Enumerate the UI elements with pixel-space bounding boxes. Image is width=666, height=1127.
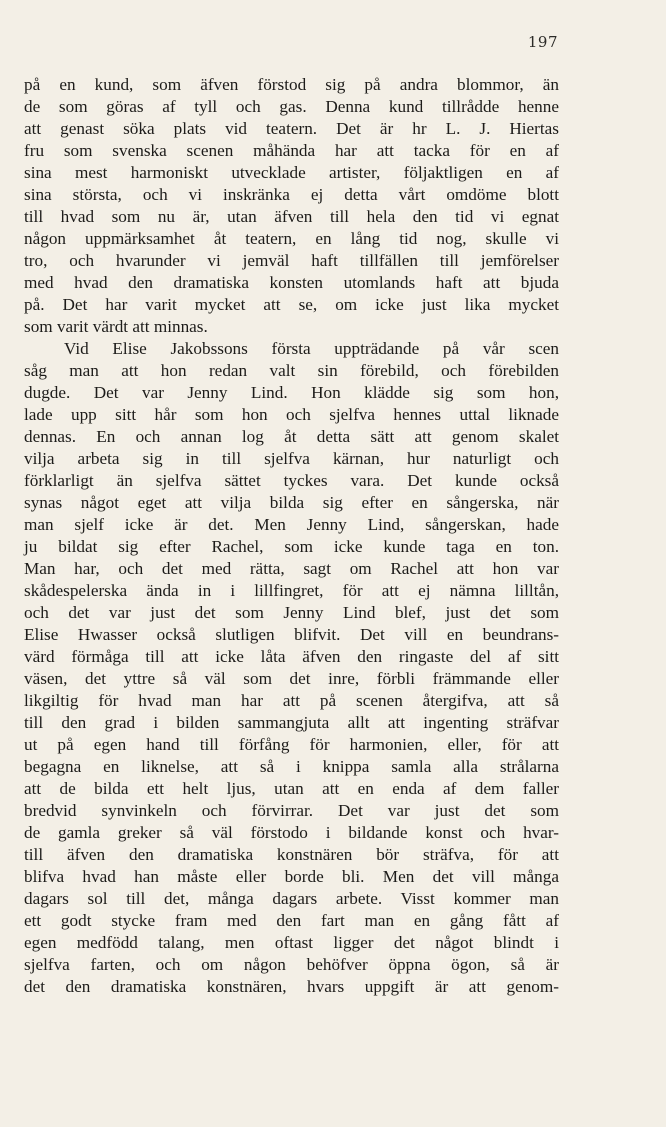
text-line: väsen, det yttre så väl som det inre, förbli främmande eller <box>24 669 559 688</box>
text-line: att genast söka plats vid teatern. Det är hr L. J. Hiertas <box>24 119 559 138</box>
text-line: man sjelf icke är det. Men Jenny Lind, sångerskan, hade <box>24 515 559 534</box>
text-line: på. Det har varit mycket att se, om icke just lika mycket <box>24 295 559 314</box>
text-line: Vid Elise Jakobssons första uppträdande på vår scen <box>64 339 559 358</box>
text-line: såg man att hon redan valt sin förebild, och förebilden <box>24 361 559 380</box>
text-line: lade upp sitt hår som hon och sjelfva hennes uttal liknade <box>24 405 559 424</box>
text-line: till äfven den dramatiska konstnären bör sträfva, för att <box>24 845 559 864</box>
page-number: 197 <box>527 33 558 51</box>
text-line: att de bilda ett helt ljus, utan att en enda af dem faller <box>24 779 559 798</box>
text-line: dennas. En och annan log åt detta sätt att genom skalet <box>24 427 559 446</box>
text-line: till hvad som nu är, utan äfven till hela den tid vi egnat <box>24 207 559 226</box>
text-line: bredvid synvinkeln och förvirrar. Det var just det som <box>24 801 559 820</box>
text-line: synas något eget att vilja bilda sig efter en sångerska, när <box>24 493 559 512</box>
text-line: och det var just det som Jenny Lind blef, just det som <box>24 603 559 622</box>
text-line: värd förmåga till att icke låta äfven den ringaste del af sitt <box>24 647 559 666</box>
text-line: likgiltig för hvad man har att på scenen återgifva, att så <box>24 691 559 710</box>
text-line: begagna en liknelse, att så i knippa samla alla strålarna <box>24 757 559 776</box>
text-line: vilja arbeta sig in till sjelfva kärnan, hur naturligt och <box>24 449 559 468</box>
text-line: Elise Hwasser också slutligen blifvit. Det vill en beundrans- <box>24 625 559 644</box>
text-line: sina största, och vi inskränka ej detta vårt omdöme blott <box>24 185 559 204</box>
text-line: Man har, och det med rätta, sagt om Rachel att hon var <box>24 559 559 578</box>
text-line: ut på egen hand till förfång för harmonien, eller, för att <box>24 735 559 754</box>
text-line: ju bildat sig efter Rachel, som icke kunde taga en ton. <box>24 537 559 556</box>
text-line: som varit värdt att minnas. <box>24 317 208 336</box>
text-line: sina mest harmoniskt utvecklade artister, följaktligen en af <box>24 163 559 182</box>
body-text <box>24 74 559 998</box>
text-line: blifva hvad han måste eller borde bli. Men det vill många <box>24 867 559 886</box>
text-line: de gamla greker så väl förstodo i bildande konst och hvar- <box>24 823 559 842</box>
text-line: skådespelerska ända in i lillfingret, för att ej nämna lilltån, <box>24 581 559 600</box>
text-line: egen medfödd talang, men oftast ligger det något blindt i <box>24 933 559 952</box>
text-line: förklarligt än sjelfva sättet tyckes vara. Det kunde också <box>24 471 559 490</box>
text-line: någon uppmärksamhet åt teatern, en lång tid nog, skulle vi <box>24 229 559 248</box>
text-line: tro, och hvarunder vi jemväl haft tillfällen till jemförelser <box>24 251 559 270</box>
text-line: sjelfva farten, och om någon behöfver öppna ögon, så är <box>24 955 559 974</box>
text-line: på en kund, som äfven förstod sig på andra blommor, än <box>24 75 559 94</box>
text-line: dugde. Det var Jenny Lind. Hon klädde sig som hon, <box>24 383 559 402</box>
text-line: fru som svenska scenen måhända har att tacka för en af <box>24 141 559 160</box>
text-line: det den dramatiska konstnären, hvars uppgift är att genom- <box>24 977 559 996</box>
text-line: med hvad den dramatiska konsten utomlands haft att bjuda <box>24 273 559 292</box>
text-line: dagars sol till det, många dagars arbete. Visst kommer man <box>24 889 559 908</box>
text-line: ett godt stycke fram med den fart man en gång fått af <box>24 911 559 930</box>
text-line: de som göras af tyll och gas. Denna kund tillrådde henne <box>24 97 559 116</box>
text-line: till den grad i bilden sammangjuta allt att ingenting sträfvar <box>24 713 559 732</box>
